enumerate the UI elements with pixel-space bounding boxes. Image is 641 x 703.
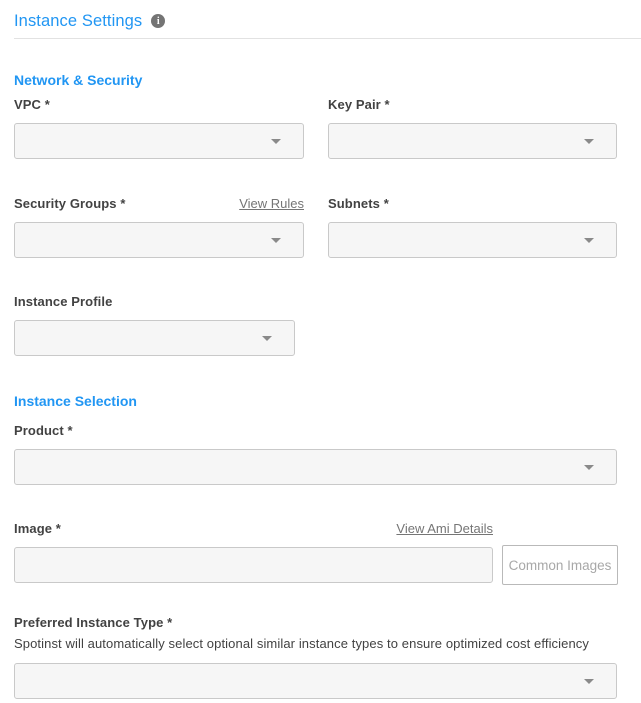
product-dropdown[interactable] [14,449,617,485]
view-ami-details-link[interactable]: View Ami Details [396,521,493,536]
form-row-instance-profile [14,294,641,356]
key-pair-dropdown[interactable] [328,123,617,159]
info-icon[interactable]: i [151,14,165,28]
chevron-down-icon [584,679,594,684]
chevron-down-icon [584,238,594,243]
chevron-down-icon [584,139,594,144]
form-row-product [14,423,641,485]
field-key-pair [328,97,617,159]
chevron-down-icon [262,336,272,341]
field-vpc [14,97,304,159]
preferred-instance-type-label: Preferred Instance Type * [14,615,173,630]
form-row-vpc-keypair [14,97,641,159]
vpc-dropdown[interactable] [14,123,304,159]
form-row-image [14,521,641,583]
page-title: Instance Settings [14,11,143,30]
subnets-label: Subnets * [328,196,389,211]
chevron-down-icon [584,465,594,470]
security-groups-dropdown[interactable] [14,222,304,258]
instance-profile-dropdown[interactable] [14,320,295,356]
field-preferred-instance-type [14,615,617,699]
chevron-down-icon [271,139,281,144]
form-row-securitygroups-subnets [14,196,641,258]
field-image [14,521,493,583]
field-subnets [328,196,617,258]
image-label: Image * [14,521,61,536]
vpc-label: VPC * [14,97,50,112]
section-heading-instance-selection: Instance Selection [14,393,137,409]
instance-profile-label: Instance Profile [14,294,113,309]
header-divider [14,38,641,39]
field-product [14,423,617,485]
form-row-preferred-instance-type [14,615,617,699]
field-security-groups [14,196,304,258]
view-rules-link[interactable]: View Rules [239,196,304,211]
page-header [14,10,617,32]
subnets-dropdown[interactable] [328,222,617,258]
preferred-instance-type-description: Spotinst will automatically select optional similar instance types to ensure optimized cost efficiency [14,636,590,651]
section-heading-network-security: Network & Security [14,72,143,88]
preferred-instance-type-dropdown[interactable] [14,663,617,699]
image-input[interactable] [14,547,493,583]
key-pair-label: Key Pair * [328,97,390,112]
product-label: Product * [14,423,73,438]
instance-settings-page [0,10,641,703]
security-groups-label: Security Groups * [14,196,126,211]
common-images-button[interactable]: Common Images [502,545,618,585]
field-instance-profile [14,294,304,356]
chevron-down-icon [271,238,281,243]
